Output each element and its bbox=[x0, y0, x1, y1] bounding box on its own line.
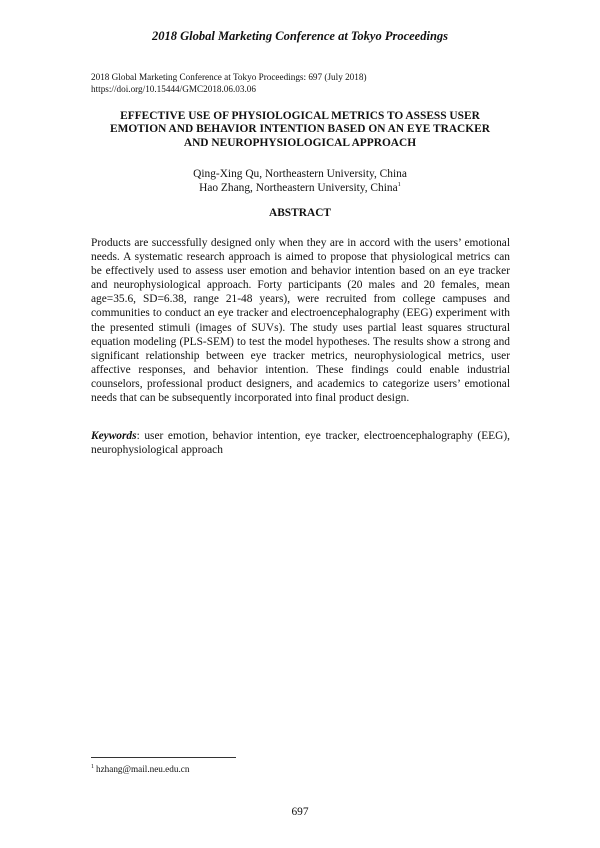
citation-block bbox=[91, 72, 367, 95]
keywords-text: : user emotion, behavior intention, eye tracker, electroencephalography (EEG), neurophysiological approach bbox=[91, 430, 510, 457]
running-header: 2018 Global Marketing Conference at Tokyo Proceedings bbox=[151, 29, 449, 43]
author-1: Qing-Xing Qu, Northeastern University, China bbox=[193, 168, 407, 180]
keywords-paragraph bbox=[91, 429, 510, 457]
abstract-heading: ABSTRACT bbox=[268, 207, 332, 219]
footnote-email[interactable]: hzhang@mail.neu.edu.cn bbox=[96, 764, 190, 774]
paper-title bbox=[80, 110, 520, 150]
keywords-label: Keywords bbox=[91, 430, 137, 442]
footnote bbox=[91, 764, 189, 775]
footnote-number: 1 bbox=[91, 764, 94, 770]
author-list bbox=[0, 168, 600, 195]
doi-link[interactable]: https://doi.org/10.15444/GMC2018.06.03.06 bbox=[91, 83, 256, 94]
author-2 bbox=[0, 182, 600, 196]
abstract-body: Products are successfully designed only when they are in accord with the users’ emotional needs. A systematic research approach is aimed to propose that physiological metrics can be effectively used to assess user emotion and behavior intention based on an eye tracker and neurophysiological approach. Forty participants (20 males and 20 females, mean age=35.6, SD=6.38, range 21-48 years), were recruited from college campuses and communities to conduct an eye tracker and electroencephalography (EEG) experiment with the presented stimuli (images of SUVs). The study uses partial least squares structural equation modeling (PLS-SEM) to test the model hypotheses. The results show a strong and significant relationship between eye tracker metrics, neurophysiological metrics, user affective responses, and behavior intention. These findings could enable industrial counselors, professional product designers, and academics to categorize users’ emotional needs that can be subsequently incorporated into final product design. bbox=[91, 237, 510, 405]
footnote-mark: 1 bbox=[397, 180, 401, 188]
title-line-2: EMOTION AND BEHAVIOR INTENTION BASED ON AN EYE TRACKER bbox=[110, 123, 490, 136]
page-number: 697 bbox=[291, 806, 309, 818]
footnote-divider bbox=[91, 757, 236, 758]
citation-line: 2018 Global Marketing Conference at Tokyo Proceedings: 697 (July 2018) bbox=[91, 72, 367, 82]
title-line-3: AND NEUROPHYSIOLOGICAL APPROACH bbox=[183, 136, 417, 149]
title-line-1: EFFECTIVE USE OF PHYSIOLOGICAL METRICS TO ASSESS USER bbox=[120, 110, 480, 122]
author-2-text: Hao Zhang, Northeastern University, China bbox=[199, 181, 398, 194]
